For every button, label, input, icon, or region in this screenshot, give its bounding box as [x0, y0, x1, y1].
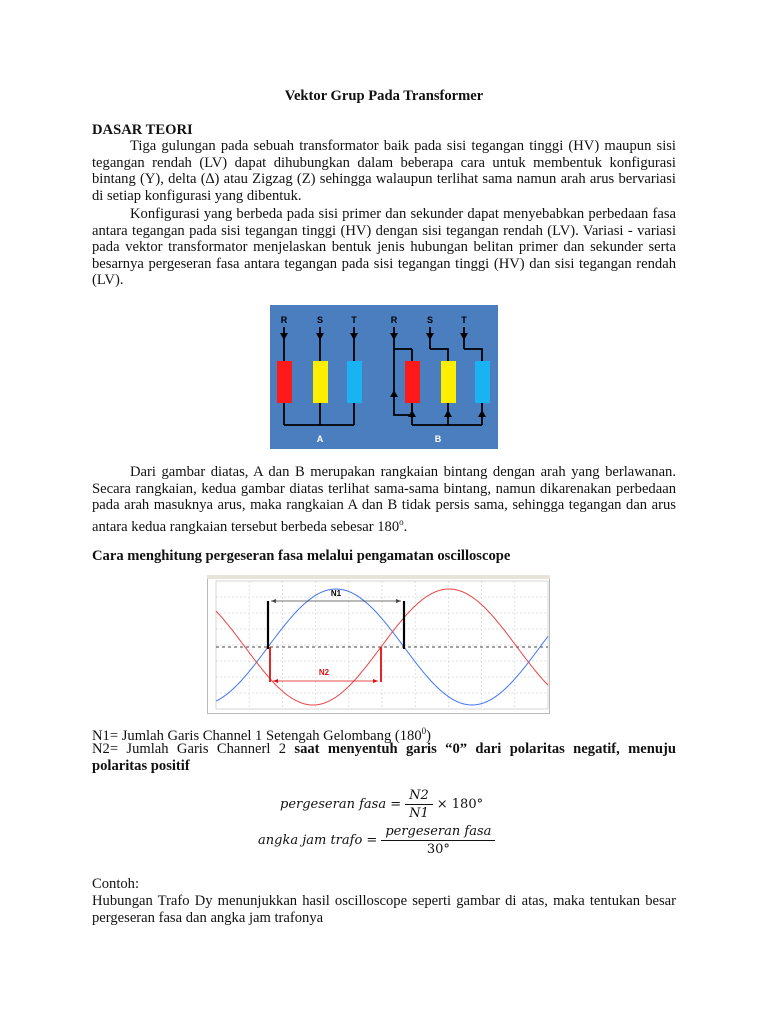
- oscilloscope-figure: [207, 575, 550, 714]
- coil-a-s: [313, 361, 328, 403]
- definition-n1-superscript: 0: [421, 726, 427, 736]
- definition-n1-text: N1= Jumlah Garis Channel 1 Setengah Gelombang (180: [92, 727, 422, 744]
- paragraph-3-end: .: [403, 518, 408, 535]
- coil-a-t: [347, 361, 362, 403]
- coil-a-r: [277, 361, 292, 403]
- contoh-label: Contoh:: [92, 876, 140, 892]
- formula-1-rhs: × 180°: [436, 797, 484, 812]
- formula-2-denominator: 30°: [426, 842, 450, 857]
- formula-phase-shift: [280, 788, 483, 821]
- definition-n2-bold: saat menyentuh garis “0” dari polaritas negatif, menuju polaritas positif: [92, 741, 676, 774]
- formula-1-fraction: [405, 788, 433, 821]
- contoh-text: Hubungan Trafo Dy menunjukkan hasil oscilloscope seperti gambar di atas, maka tentukan besar pergeseran fasa dan angka jam trafonya: [92, 893, 676, 926]
- paragraph-3-superscript: o: [399, 516, 404, 527]
- formula-1-lhs: pergeseran fasa =: [280, 797, 402, 812]
- page-title: Vektor Grup Pada Transformer: [284, 88, 484, 104]
- formula-2-numerator: pergeseran fasa: [381, 824, 495, 841]
- star-connection-diagram: [270, 305, 498, 449]
- coil-b-r: [405, 361, 420, 403]
- label-a-s: S: [316, 315, 324, 325]
- coil-b-t: [475, 361, 490, 403]
- label-b-t: T: [461, 315, 467, 325]
- section-heading-oscilloscope: Cara menghitung pergeseran fasa melalui pengamatan oscilloscope: [92, 548, 511, 564]
- diagram-background: [270, 305, 498, 449]
- paragraph-3: [92, 464, 676, 535]
- formula-1-denominator: N1: [409, 806, 429, 821]
- coil-b-s: [441, 361, 456, 403]
- paragraph-3-text: Dari gambar diatas, A dan B merupakan rangkaian bintang dengan arah yang berlawanan. Secara rangkaian, kedua gambar diatas terlihat sama-sama bintang, namun dikarenakan perbedaan pada arah masuknya arus, maka rangkaian A dan B tidak persis sama, sehingga tegangan dan arus antara kedua rangkaian tersebut berbeda sebesar 180: [92, 464, 676, 535]
- oscilloscope-top-bar: [207, 575, 550, 579]
- paragraph-1: [92, 138, 676, 204]
- formula-clock-number: [258, 824, 499, 857]
- label-b-r: R: [390, 315, 398, 325]
- label-a: A: [316, 434, 324, 444]
- definition-n2-text: N2= Jumlah Garis Channerl 2: [92, 741, 295, 757]
- formula-2-lhs: angka jam trafo =: [258, 833, 378, 848]
- paragraph-1-text: Tiga gulungan pada sebuah transformator baik pada sisi tegangan tinggi (HV) maupun sisi tegangan rendah (LV) dapat dihubungkan dalam beberapa cara untuk membentuk konfigurasi bintang (Y), delta (∆) atau Zigzag (Z) sehingga walaupun terlihat sama namun arah arus bervariasi di setiap konfigurasi yang dibentuk.: [92, 138, 676, 204]
- formula-2-fraction: [381, 824, 495, 857]
- paragraph-2: [92, 206, 676, 289]
- oscilloscope-frame: [208, 576, 550, 714]
- label-b: B: [434, 434, 442, 444]
- section-heading-dasar-teori: DASAR TEORI: [92, 122, 193, 138]
- label-a-r: R: [280, 315, 288, 325]
- n1-label: N1: [330, 589, 342, 598]
- label-a-t: T: [351, 315, 357, 325]
- definition-n2: [92, 741, 676, 775]
- formula-1-numerator: N2: [405, 788, 433, 805]
- definition-n1-end: ): [426, 727, 432, 744]
- label-b-s: S: [426, 315, 434, 325]
- n2-label: N2: [318, 668, 330, 677]
- paragraph-2-text: Konfigurasi yang berbeda pada sisi primer dan sekunder dapat menyebabkan perbedaan fasa antara tegangan pada sisi tegangan tinggi (HV) dengan sisi tegangan rendah (LV). Variasi - variasi pada vektor transformator menjelaskan bentuk jenis hubungan belitan primer dan sekunder serta besarnya pergeseran fasa antara tegangan pada sisi tegangan tinggi (HV) dan sisi tegangan rendah (LV).: [92, 206, 676, 289]
